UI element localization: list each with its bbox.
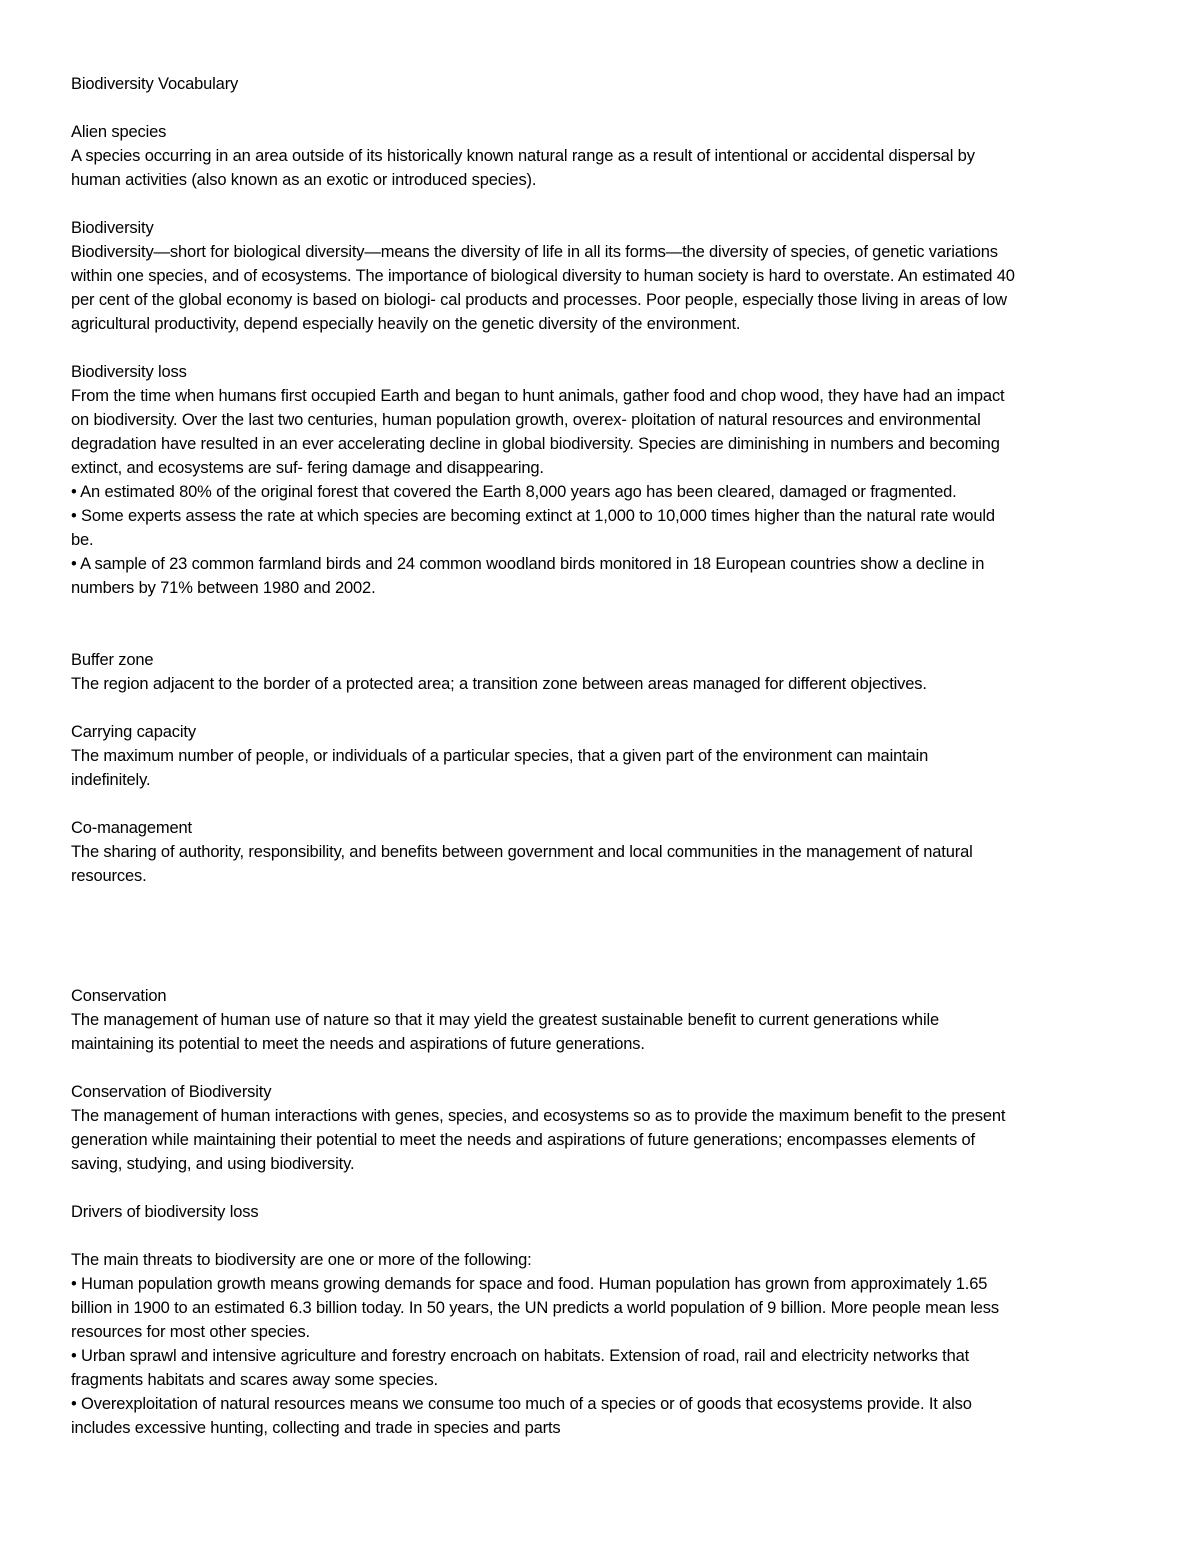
- entry-intro: The main threats to biodiversity are one or more of the following:: [71, 1251, 532, 1269]
- entry-term: Biodiversity: [71, 219, 154, 237]
- entry-definition-line: on biodiversity. Over the last two centuries, human population growth, overex- ploitation of natural resources and environmental: [71, 411, 981, 429]
- entry-definition-line: saving, studying, and using biodiversity.: [71, 1155, 355, 1173]
- bullet-item: • A sample of 23 common farmland birds and 24 common woodland birds monitored in 18 European countries show a decline in: [71, 555, 985, 573]
- entry-alien-species: [71, 120, 1141, 192]
- entry-definition-line: Biodiversity—short for biological diversity—means the diversity of life in all its forms—the diversity of species, of genetic variations: [71, 243, 998, 261]
- entry-conservation: [71, 984, 1141, 1056]
- entry-definition-line: The sharing of authority, responsibility, and benefits between government and local communities in the management of natural: [71, 843, 973, 861]
- bullet-item: • Some experts assess the rate at which species are becoming extinct at 1,000 to 10,000 times higher than the natural rate would: [71, 507, 995, 525]
- entry-buffer-zone: [71, 648, 1141, 696]
- bullet-item: • Urban sprawl and intensive agriculture and forestry encroach on habitats. Extension of road, rail and electricity networks that: [71, 1347, 970, 1365]
- entry-definition-line: A species occurring in an area outside of its historically known natural range as a result of intentional or accidental dispersal by: [71, 147, 975, 165]
- entry-term: Co-management: [71, 819, 192, 837]
- spacer: [71, 1224, 1141, 1248]
- entry-term: Drivers of biodiversity loss: [71, 1203, 259, 1221]
- spacer: [71, 888, 1141, 984]
- entry-term: Conservation: [71, 987, 167, 1005]
- bullet-item-continuation: resources for most other species.: [71, 1323, 310, 1341]
- entry-definition-line: The management of human use of nature so that it may yield the greatest sustainable benefit to current generations while: [71, 1011, 940, 1029]
- entry-definition-line: The region adjacent to the border of a protected area; a transition zone between areas managed for different objectives.: [71, 675, 927, 693]
- entry-carrying-capacity: [71, 720, 1141, 792]
- entry-drivers-of-biodiversity-loss: [71, 1200, 1141, 1440]
- bullet-item-continuation: fragments habitats and scares away some species.: [71, 1371, 438, 1389]
- bullet-item: • An estimated 80% of the original forest that covered the Earth 8,000 years ago has been cleared, damaged or fragmented.: [71, 483, 957, 501]
- entry-definition-line: degradation have resulted in an ever accelerating decline in global biodiversity. Species are diminishing in numbers and becoming: [71, 435, 1000, 453]
- spacer: [71, 96, 1141, 120]
- spacer: [71, 1056, 1141, 1080]
- entry-definition-line: maintaining its potential to meet the needs and aspirations of future generations.: [71, 1035, 645, 1053]
- entry-term: Biodiversity loss: [71, 363, 187, 381]
- spacer: [71, 192, 1141, 216]
- spacer: [71, 792, 1141, 816]
- entry-term: Buffer zone: [71, 651, 154, 669]
- bullet-item-continuation: numbers by 71% between 1980 and 2002.: [71, 579, 376, 597]
- entry-definition-line: agricultural productivity, depend especially heavily on the genetic diversity of the environment.: [71, 315, 741, 333]
- bullet-item-continuation: billion in 1900 to an estimated 6.3 billion today. In 50 years, the UN predicts a world population of 9 billion. More people mean less: [71, 1299, 999, 1317]
- entry-definition-line: The maximum number of people, or individuals of a particular species, that a given part of the environment can maintain: [71, 747, 929, 765]
- spacer: [71, 1176, 1141, 1200]
- bullet-item-continuation: be.: [71, 531, 94, 549]
- bullet-item-continuation: includes excessive hunting, collecting and trade in species and parts: [71, 1419, 561, 1437]
- entry-co-management: [71, 816, 1141, 888]
- entry-definition-line: resources.: [71, 867, 147, 885]
- entry-term: Conservation of Biodiversity: [71, 1083, 272, 1101]
- entry-definition-line: per cent of the global economy is based on biologi- cal products and processes. Poor people, especially those living in areas of low: [71, 291, 1007, 309]
- spacer: [71, 696, 1141, 720]
- bullet-item: • Overexploitation of natural resources means we consume too much of a species or of goods that ecosystems provide. It also: [71, 1395, 972, 1413]
- spacer: [71, 336, 1141, 360]
- entry-term: Carrying capacity: [71, 723, 196, 741]
- document-title: Biodiversity Vocabulary: [71, 75, 239, 93]
- document-page: [71, 72, 1141, 1440]
- entry-definition-line: extinct, and ecosystems are suf- fering damage and disappearing.: [71, 459, 544, 477]
- entry-conservation-of-biodiversity: [71, 1080, 1141, 1176]
- entry-biodiversity: [71, 216, 1141, 336]
- entry-biodiversity-loss: [71, 360, 1141, 600]
- entry-definition-line: human activities (also known as an exotic or introduced species).: [71, 171, 537, 189]
- entry-term: Alien species: [71, 123, 167, 141]
- entry-definition-line: within one species, and of ecosystems. The importance of biological diversity to human society is hard to overstate. An estimated 40: [71, 267, 1015, 285]
- entry-definition-line: generation while maintaining their potential to meet the needs and aspirations of future generations; encompasses elements of: [71, 1131, 975, 1149]
- bullet-item: • Human population growth means growing demands for space and food. Human population has grown from approximately 1.65: [71, 1275, 988, 1293]
- entry-definition-line: The management of human interactions with genes, species, and ecosystems so as to provide the maximum benefit to the present: [71, 1107, 1006, 1125]
- spacer: [71, 600, 1141, 648]
- entry-definition-line: indefinitely.: [71, 771, 151, 789]
- entry-definition-line: From the time when humans first occupied Earth and began to hunt animals, gather food and chop wood, they have had an impact: [71, 387, 1005, 405]
